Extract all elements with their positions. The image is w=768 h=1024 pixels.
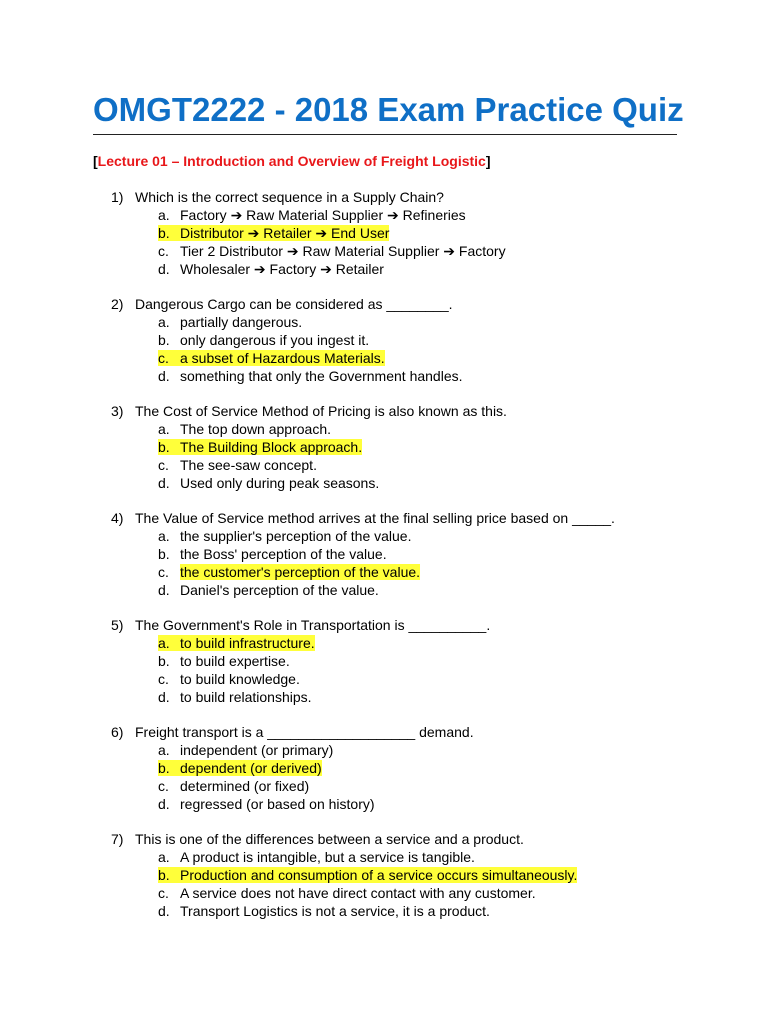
question-text: Which is the correct sequence in a Supply Chain? (135, 189, 444, 205)
question-number: 1) (111, 189, 124, 205)
option-letter: d. (158, 368, 170, 384)
option-text: to build infrastructure. (180, 635, 315, 651)
question-7 (111, 830, 577, 920)
option-text: partially dangerous. (180, 314, 303, 330)
option-text: dependent (or derived) (180, 760, 322, 776)
answer-option-c (111, 884, 577, 902)
correct-answer-highlight (158, 350, 385, 366)
option-letter: d. (158, 796, 170, 812)
answer-option-c (111, 777, 474, 795)
answer-option-b (111, 224, 506, 242)
section-close-bracket: ] (485, 153, 491, 169)
option-letter: b. (158, 653, 170, 669)
question-number: 5) (111, 617, 124, 633)
answer-option-b (111, 331, 463, 349)
option-text: Production and consumption of a service occurs simultaneously. (180, 867, 578, 883)
option-text: the supplier's perception of the value. (180, 528, 412, 544)
section-open-bracket: [ (93, 153, 98, 169)
option-letter: d. (158, 261, 170, 277)
option-letter: b. (158, 225, 170, 241)
option-letter: d. (158, 582, 170, 598)
answer-option-b (111, 866, 577, 884)
answer-option-a (111, 206, 506, 224)
question-text: The Cost of Service Method of Pricing is also known as this. (135, 403, 507, 419)
answer-option-b (111, 759, 474, 777)
option-text: determined (or fixed) (180, 778, 310, 794)
answer-option-d (111, 795, 474, 813)
option-letter: b. (158, 546, 170, 562)
correct-answer-highlight (158, 635, 315, 651)
question-6 (111, 723, 474, 813)
answer-option-c (111, 456, 507, 474)
question-number: 6) (111, 724, 124, 740)
option-text: The top down approach. (180, 421, 331, 437)
question-stem (111, 830, 577, 848)
option-text: independent (or primary) (180, 742, 334, 758)
question-stem (111, 616, 490, 634)
question-3 (111, 402, 507, 492)
answer-option-d (111, 581, 615, 599)
correct-answer-highlight (158, 439, 362, 455)
answer-option-b (111, 438, 507, 456)
answer-option-b (111, 652, 490, 670)
option-text: to build relationships. (180, 689, 312, 705)
answer-option-a (111, 313, 463, 331)
question-number: 7) (111, 831, 124, 847)
question-stem (111, 723, 474, 741)
correct-answer-highlight (158, 225, 389, 241)
section-heading (93, 152, 491, 170)
option-letter: a. (158, 421, 170, 437)
question-stem (111, 188, 506, 206)
option-text: Distributor ➔ Retailer ➔ End User (180, 225, 390, 241)
option-letter: b. (158, 760, 170, 776)
page-title: OMGT2222 - 2018 Exam Practice Quiz (93, 91, 684, 128)
option-letter: a. (158, 314, 170, 330)
answer-option-d (111, 260, 506, 278)
question-stem (111, 402, 507, 420)
answer-option-a (111, 527, 615, 545)
option-text: Daniel's perception of the value. (180, 582, 379, 598)
option-text: a subset of Hazardous Materials. (180, 350, 385, 366)
option-text: the Boss' perception of the value. (180, 546, 387, 562)
option-letter: c. (158, 564, 169, 580)
question-text: The Value of Service method arrives at the final selling price based on _____. (135, 510, 615, 526)
question-number: 3) (111, 403, 124, 419)
option-text: Factory ➔ Raw Material Supplier ➔ Refineries (180, 207, 466, 223)
question-number: 2) (111, 296, 124, 312)
option-text: to build expertise. (180, 653, 290, 669)
answer-option-a (111, 848, 577, 866)
option-text: Used only during peak seasons. (180, 475, 380, 491)
option-text: only dangerous if you ingest it. (180, 332, 370, 348)
option-letter: a. (158, 207, 170, 223)
option-letter: a. (158, 528, 170, 544)
answer-option-d (111, 688, 490, 706)
question-stem (111, 295, 463, 313)
question-text: Dangerous Cargo can be considered as ________. (135, 296, 453, 312)
option-text: A service does not have direct contact with any customer. (180, 885, 536, 901)
option-letter: b. (158, 332, 170, 348)
answer-option-a (111, 634, 490, 652)
option-letter: d. (158, 475, 170, 491)
option-text: to build knowledge. (180, 671, 300, 687)
option-letter: a. (158, 849, 170, 865)
question-stem (111, 509, 615, 527)
option-text: The see-saw concept. (180, 457, 317, 473)
question-2 (111, 295, 463, 385)
answer-option-c (111, 563, 615, 581)
title-underline (93, 134, 677, 135)
question-4 (111, 509, 615, 599)
correct-answer-highlight (158, 760, 322, 776)
option-letter: d. (158, 903, 170, 919)
answer-option-b (111, 545, 615, 563)
answer-option-a (111, 420, 507, 438)
question-5 (111, 616, 490, 706)
question-text: Freight transport is a ___________________ demand. (135, 724, 474, 740)
option-letter: c. (158, 671, 169, 687)
option-letter: c. (158, 350, 169, 366)
answer-option-c (111, 670, 490, 688)
answer-option-d (111, 474, 507, 492)
correct-answer-highlight: the customer's perception of the value. (180, 564, 421, 580)
option-letter: c. (158, 778, 169, 794)
section-label: Lecture 01 – Introduction and Overview of Freight Logistic (97, 153, 486, 169)
option-text: Transport Logistics is not a service, it is a product. (180, 903, 490, 919)
question-text: The Government's Role in Transportation is __________. (135, 617, 491, 633)
option-text: something that only the Government handles. (180, 368, 463, 384)
option-text: regressed (or based on history) (180, 796, 375, 812)
option-text: The Building Block approach. (180, 439, 363, 455)
option-letter: d. (158, 689, 170, 705)
option-text: Wholesaler ➔ Factory ➔ Retailer (180, 261, 384, 277)
correct-answer-highlight (158, 867, 577, 883)
question-number: 4) (111, 510, 124, 526)
answer-option-d (111, 367, 463, 385)
option-letter: c. (158, 457, 169, 473)
answer-option-c (111, 349, 463, 367)
option-letter: a. (158, 635, 170, 651)
answer-option-c (111, 242, 506, 260)
option-letter: a. (158, 742, 170, 758)
option-text: A product is intangible, but a service is tangible. (180, 849, 475, 865)
question-1 (111, 188, 506, 278)
option-letter: c. (158, 885, 169, 901)
option-text: Tier 2 Distributor ➔ Raw Material Supplier ➔ Factory (180, 243, 506, 259)
answer-option-a (111, 741, 474, 759)
answer-option-d (111, 902, 577, 920)
option-letter: b. (158, 439, 170, 455)
option-letter: c. (158, 243, 169, 259)
question-text: This is one of the differences between a service and a product. (135, 831, 524, 847)
option-letter: b. (158, 867, 170, 883)
